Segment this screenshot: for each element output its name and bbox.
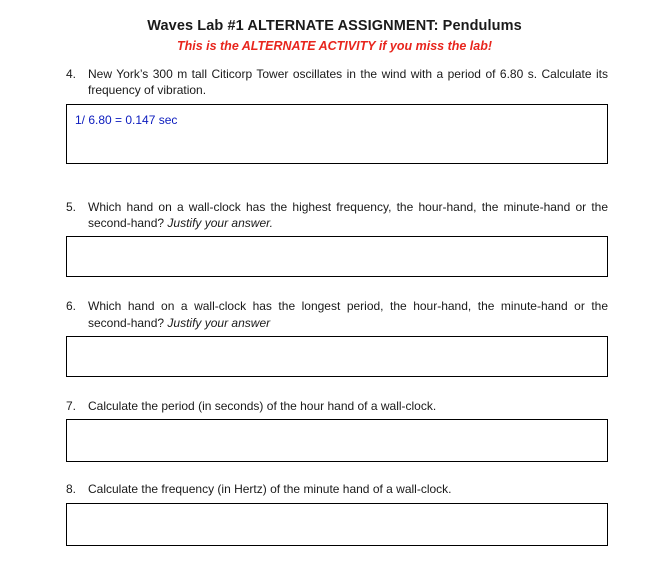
question-number: 4. (66, 67, 77, 81)
question-text-italic: Justify your answer. (167, 215, 273, 230)
question-text (88, 398, 608, 414)
answer-box-7[interactable] (66, 419, 608, 462)
question-8 (66, 481, 608, 545)
question-number: 6. (66, 299, 77, 314)
question-5 (66, 199, 608, 278)
question-text-main: Calculate the period (in seconds) of the hour hand of a wall-clock. (88, 398, 437, 413)
answer-text: 1/ 6.80 = 0.147 sec (75, 112, 178, 127)
question-7 (66, 398, 608, 462)
question-4-prompt (66, 66, 608, 99)
answer-box-6[interactable] (66, 336, 608, 377)
answer-box-5[interactable] (66, 236, 608, 277)
page-subtitle: This is the ALTERNATE ACTIVITY if you miss the lab! (176, 39, 493, 53)
question-number: 7. (66, 398, 77, 413)
question-number: 8. (66, 482, 77, 497)
question-6 (66, 298, 608, 377)
question-text-main: Calculate the frequency (in Hertz) of the minute hand of a wall-clock. (88, 482, 452, 497)
question-4 (66, 66, 608, 164)
answer-box-8[interactable] (66, 503, 608, 546)
question-7-prompt (66, 398, 608, 414)
question-text (88, 481, 608, 497)
answer-box-4[interactable] (66, 104, 608, 164)
question-text-italic: Justify your answer (167, 315, 271, 330)
question-8-prompt (66, 481, 608, 497)
question-5-prompt (66, 199, 608, 232)
question-text-main: New York’s 300 m tall Citicorp Tower oscillates in the wind with a period of 6.80 s. Calculate its frequency of vibration. (88, 67, 608, 98)
question-text-main: Which hand on a wall-clock has the longest period, the hour-hand, the minute-hand or the second-hand? (88, 299, 608, 330)
question-text-main: Which hand on a wall-clock has the highest frequency, the hour-hand, the minute-hand or the second-hand? (88, 199, 608, 230)
question-text (88, 298, 608, 331)
page-title: Waves Lab #1 ALTERNATE ASSIGNMENT: Pendulums (147, 18, 522, 34)
question-text (88, 199, 608, 232)
question-text (88, 66, 608, 99)
question-number: 5. (66, 199, 77, 214)
question-6-prompt (66, 298, 608, 331)
